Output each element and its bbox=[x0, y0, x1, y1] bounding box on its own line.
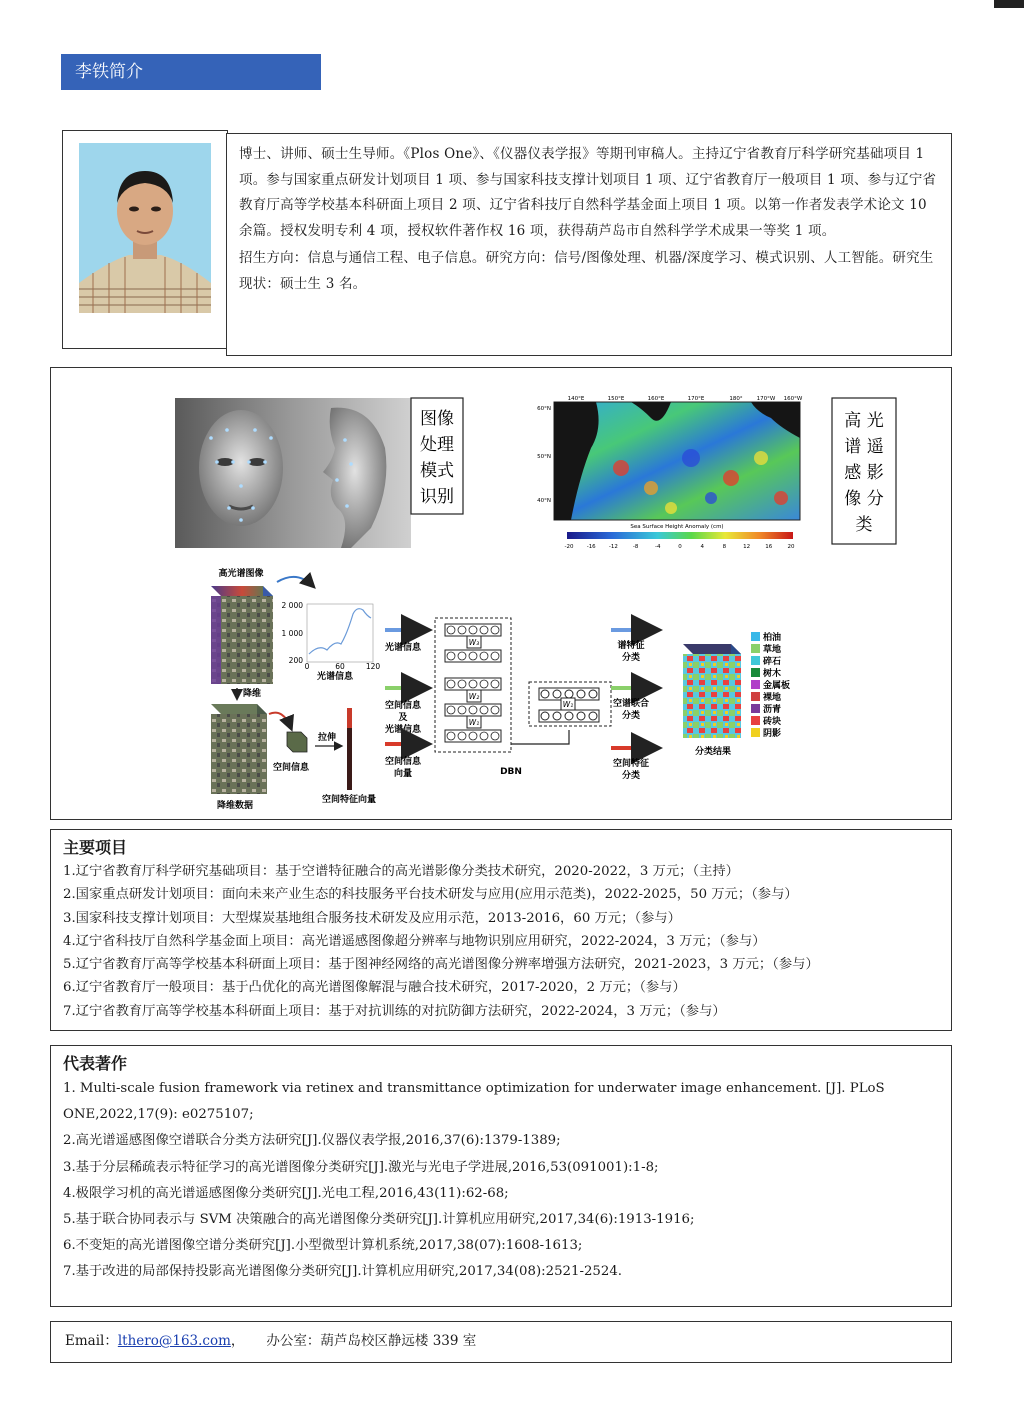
plot-xtick-1: 60 bbox=[335, 662, 345, 671]
bio-paragraph-1: 博士、讲师、硕士生导师。《Plos One》、《仪器仪表学报》等期刊审稿人。主持辽宁省教育厅科学研究基础项目 1 项。参与国家重点研发计划项目 1 项、参与国家科技支撑计划项目 1 项、辽宁省教育厅一般项目 1 项、参与辽宁省教育厅高等学校基本科研面上项目 2 项、辽宁省科技厅自然科学基金面上项目 1 项。以第一作者发表学术论文 10 余篇。授权发明专利 4 项，授权软件著作权 16 项，获得葫芦岛市自然科学学术成果一等奖 1 项。 bbox=[239, 146, 937, 239]
out-spatial-2: 分类 bbox=[621, 771, 641, 781]
face-label-line-3: 模式 bbox=[420, 461, 454, 481]
result-cube bbox=[683, 644, 741, 738]
bio-text-box bbox=[226, 133, 952, 356]
hs-label-line-2: 谱 遥 bbox=[844, 437, 884, 457]
out-spectral-2: 分类 bbox=[621, 653, 641, 663]
publications-section bbox=[50, 1045, 952, 1307]
classification-diagram bbox=[211, 567, 790, 811]
hs-label-line-5: 类 bbox=[855, 515, 873, 535]
spatial-info-label: 空间信息 bbox=[272, 763, 310, 773]
project-item: 1.辽宁省教育厅科学研究基础项目：基于空谱特征融合的高光谱影像分类技术研究，2020-2022，3 万元；（主持） bbox=[63, 864, 739, 879]
legend-label: 沥青 bbox=[763, 705, 782, 715]
legend-swatch bbox=[751, 716, 760, 725]
legend-label: 金属板 bbox=[763, 681, 791, 691]
legend-swatch bbox=[751, 632, 760, 641]
map-lon-2: 160°E bbox=[647, 396, 665, 402]
w-label-2: W₁ bbox=[468, 718, 480, 727]
face-label-line-2: 处理 bbox=[420, 435, 454, 455]
legend-label: 树木 bbox=[763, 669, 782, 679]
email-suffix: ， bbox=[230, 1333, 245, 1349]
colorbar-tick: 12 bbox=[743, 544, 751, 550]
legend-label: 柏油 bbox=[763, 633, 782, 643]
legend-swatch bbox=[751, 728, 760, 737]
bio-paragraph-2: 招生方向：信息与通信工程、电子信息。研究方向：信号/图像处理、机器/深度学习、模式识别、人工智能。研究生现状：硕士生 3 名。 bbox=[239, 250, 934, 292]
class-legend bbox=[751, 631, 790, 739]
colorbar-tick: 8 bbox=[722, 544, 727, 550]
reduce-label: 降维 bbox=[243, 689, 262, 699]
colorbar-tick: -16 bbox=[586, 544, 596, 550]
publications-title: 代表著作 bbox=[63, 1054, 128, 1073]
face-recognition-image bbox=[175, 398, 411, 548]
reduced-data-label: 降维数据 bbox=[216, 801, 254, 811]
email-link[interactable]: lthero@163.com bbox=[117, 1333, 231, 1349]
w-label-1: W₂ bbox=[468, 692, 480, 701]
colorbar-tick: 4 bbox=[700, 544, 704, 550]
w-label-0: W₃ bbox=[468, 638, 480, 647]
spatial-vector-label: 空间特征向量 bbox=[321, 795, 377, 805]
arrow-ss-3: 光谱信息 bbox=[384, 725, 422, 735]
colorbar-tick: 20 bbox=[787, 544, 795, 550]
arrow-ss-1: 空间信息 bbox=[384, 701, 422, 711]
dbn-label: DBN bbox=[500, 767, 522, 777]
plot-ytick-0: 2 000 bbox=[281, 601, 303, 610]
map-lon-0: 140°E bbox=[567, 396, 585, 402]
publication-item: 6.不变矩的高光谱图像空谱分类研究[J].小型微型计算机系统,2017,38(07):1608-1613; bbox=[63, 1238, 583, 1254]
colorbar-tick: 0 bbox=[678, 544, 682, 550]
reduced-cube bbox=[211, 704, 267, 794]
legend-label: 阴影 bbox=[763, 729, 782, 739]
map-lon-5: 170°W bbox=[756, 396, 776, 402]
stretch-label: 拉伸 bbox=[317, 733, 337, 743]
project-item: 4.辽宁省科技厅自然科学基金面上项目：高光谱遥感图像超分辨率与地物识别应用研究，2022-2024，3 万元；（参与） bbox=[63, 933, 766, 949]
map-lon-6: 160°W bbox=[783, 396, 803, 402]
contact-section bbox=[50, 1321, 952, 1363]
publication-item: 4.极限学习机的高光谱遥感图像分类研究[J].光电工程,2016,43(11):62-68; bbox=[63, 1185, 509, 1201]
dbn-joint bbox=[511, 682, 611, 744]
legend-swatch bbox=[751, 680, 760, 689]
legend-label: 草地 bbox=[763, 645, 782, 655]
map-lon-3: 170°E bbox=[687, 396, 705, 402]
map-lon-1: 150°E bbox=[607, 396, 625, 402]
project-item: 3.国家科技支撑计划项目：大型煤炭基地组合服务技术研发及应用示范，2013-2016，60 万元；（参与） bbox=[63, 910, 681, 926]
w-label-3: W₁ bbox=[562, 700, 574, 709]
hs-label-line-3: 感 影 bbox=[844, 463, 884, 483]
hs-label-line-4: 像 分 bbox=[844, 489, 884, 509]
office-address: 办公室：葫芦岛校区静远楼 339 室 bbox=[266, 1333, 477, 1349]
arrow-sv-2: 向量 bbox=[393, 769, 413, 779]
colorbar-tick: -8 bbox=[632, 544, 639, 550]
legend-swatch bbox=[751, 668, 760, 677]
projects-section bbox=[50, 829, 952, 1031]
plot-xtick-2: 120 bbox=[365, 662, 381, 671]
arrow-sv-1: 空间信息 bbox=[384, 757, 422, 767]
publication-item: 1. Multi-scale fusion framework via retinex and transmittance optimization for underwater image enhancement. [J]. PLoS ONE,2022,17(9): e0275107; bbox=[63, 1081, 885, 1123]
colorbar-ticks bbox=[565, 544, 795, 550]
email-label: Email： bbox=[65, 1333, 118, 1349]
map-lat-2: 40°N bbox=[537, 498, 551, 504]
arrow-spectral-label: 光谱信息 bbox=[384, 643, 422, 653]
publication-item: 5.基于联合协同表示与 SVM 决策融合的高光谱图像分类研究[J].计算机应用研究,2017,34(6):1913-1916; bbox=[63, 1212, 695, 1228]
face-label-line-1: 图像 bbox=[420, 409, 454, 429]
map-lat-0: 60°N bbox=[537, 406, 551, 412]
out-joint-2: 分类 bbox=[621, 711, 641, 721]
legend-swatch bbox=[751, 644, 760, 653]
legend-label: 砖块 bbox=[763, 717, 782, 727]
publication-item: 7.基于改进的局部保持投影高光谱图像分类研究[J].计算机应用研究,2017,34(08):2521-2524. bbox=[63, 1264, 623, 1280]
legend-label: 碎石 bbox=[763, 657, 782, 667]
legend-swatch bbox=[751, 692, 760, 701]
out-spectral-1: 谱特征 bbox=[617, 641, 645, 651]
portrait-photo bbox=[79, 143, 211, 313]
project-item: 2.国家重点研发计划项目：面向未来产业生态的科技服务平台技术研发与应用(应用示范类)，2022-2025，50 万元；（参与） bbox=[63, 887, 798, 903]
map-xlabel: Sea Surface Height Anomaly (cm) bbox=[630, 524, 724, 530]
bio-photo-box bbox=[62, 130, 228, 349]
colorbar-tick: -12 bbox=[608, 544, 618, 550]
arrow-ss-2: 及 bbox=[398, 713, 408, 723]
corner-mark bbox=[994, 0, 1024, 8]
project-item: 7.辽宁省教育厅高等学校基本科研面上项目：基于对抗训练的对抗防御方法研究，2022-2024，3 万元；（参与） bbox=[63, 1003, 726, 1019]
colorbar-tick: -20 bbox=[564, 544, 574, 550]
legend-swatch bbox=[751, 656, 760, 665]
plot-xtick-0: 0 bbox=[304, 662, 310, 671]
plot-ytick-2: 200 bbox=[288, 656, 303, 665]
map-lon-4: 180° bbox=[729, 396, 743, 402]
ssh-anomaly-map bbox=[537, 396, 803, 550]
publication-item: 2.高光谱遥感图像空谱联合分类方法研究[J].仪器仪表学报,2016,37(6):1379-1389; bbox=[63, 1133, 561, 1149]
publication-item: 3.基于分层稀疏表示特征学习的高光谱图像分类研究[J].激光与光电子学进展,2016,53(091001):1-8; bbox=[63, 1159, 659, 1175]
page-title: 李铁简介 bbox=[61, 54, 321, 90]
colorbar-tick: 16 bbox=[765, 544, 773, 550]
contact-line bbox=[65, 1322, 937, 1360]
cube-title: 高光谱图像 bbox=[218, 569, 264, 579]
face-label-line-4: 识别 bbox=[420, 487, 454, 507]
colorbar-tick: -4 bbox=[655, 544, 661, 550]
map-lat-1: 50°N bbox=[537, 454, 551, 460]
out-spatial-1: 空间特征 bbox=[612, 759, 650, 769]
hs-label-line-1: 高 光 bbox=[844, 411, 884, 431]
legend-swatch bbox=[751, 704, 760, 713]
projects-title: 主要项目 bbox=[63, 838, 128, 857]
project-item: 6.辽宁省教育厅一般项目：基于凸优化的高光谱图像解混与融合技术研究，2017-2020，2 万元；（参与） bbox=[63, 980, 686, 996]
legend-label: 裸地 bbox=[763, 693, 782, 703]
plot-ytick-1: 1 000 bbox=[281, 629, 303, 638]
plot-xlabel: 光谱信息 bbox=[316, 672, 354, 682]
result-label: 分类结果 bbox=[694, 747, 732, 757]
hyperspectral-cube bbox=[211, 586, 273, 684]
out-joint-1: 空谱联合 bbox=[612, 699, 650, 709]
project-item: 5.辽宁省教育厅高等学校基本科研面上项目：基于图神经网络的高光谱图像分辨率增强方法研究，2021-2023，3 万元；（参与） bbox=[63, 957, 819, 973]
research-figure bbox=[50, 367, 952, 820]
